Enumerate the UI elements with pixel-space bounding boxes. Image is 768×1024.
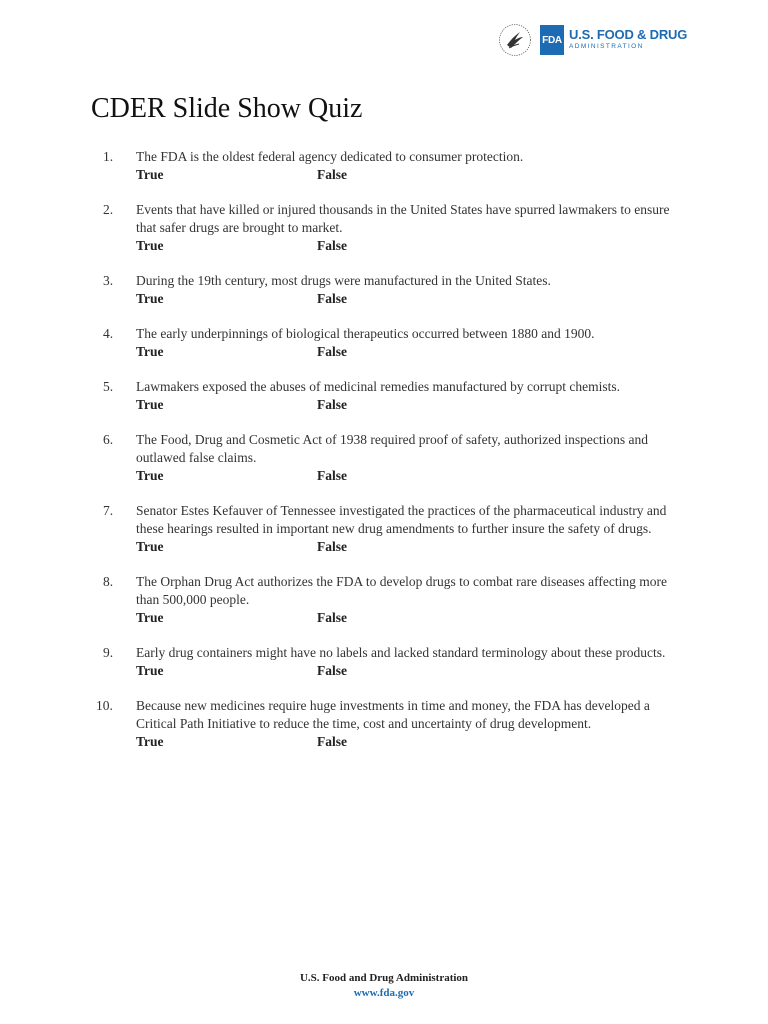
answer-true-option[interactable]: True [136,663,164,678]
question-text: Senator Estes Kefauver of Tennessee investigated the practices of the pharmaceutical industry and these hearings resulted in important new drug amendments to further insure the safety of drugs. [136,503,667,536]
question-text: The FDA is the oldest federal agency dedicated to consumer protection. [136,149,524,164]
hhs-eagle-seal-icon [498,23,532,57]
answer-options [136,166,683,184]
fda-badge: FDA [540,25,564,55]
question-body [136,644,683,680]
answer-true-option[interactable]: True [136,468,164,483]
question-body [136,378,683,414]
fda-wordmark-line2: ADMINISTRATION [569,43,644,50]
answer-false-option[interactable]: False [317,397,347,412]
question-number: 2. [103,202,114,217]
answer-options [136,609,683,627]
answer-options [136,467,683,485]
quiz-question-6 [103,431,683,485]
question-number: 3. [103,273,114,288]
answer-true-option[interactable]: True [136,734,164,749]
question-number: 9. [103,645,114,660]
answer-false-option[interactable]: False [317,167,347,182]
page-title: CDER Slide Show Quiz [91,93,363,124]
question-body [136,272,683,308]
quiz-question-9 [103,644,683,680]
answer-options [136,396,683,414]
answer-false-option[interactable]: False [317,344,347,359]
answer-true-option[interactable]: True [136,291,164,306]
question-text: Events that have killed or injured thousands in the United States have spurred lawmakers to ensure that safer drugs are brought to market. [136,202,670,235]
question-number: 7. [103,503,114,518]
answer-options [136,538,683,556]
question-body [136,502,683,556]
question-number: 6. [103,432,114,447]
quiz-question-10 [96,697,683,751]
question-text: During the 19th century, most drugs were manufactured in the United States. [136,273,551,288]
question-text: The early underpinnings of biological therapeutics occurred between 1880 and 1900. [136,326,595,341]
question-text: Early drug containers might have no labels and lacked standard terminology about these products. [136,645,666,660]
answer-true-option[interactable]: True [136,539,164,554]
answer-false-option[interactable]: False [317,238,347,253]
question-number: 5. [103,379,114,394]
footer-website-link[interactable]: www.fda.gov [353,987,415,999]
answer-true-option[interactable]: True [136,397,164,412]
question-body [136,201,683,255]
question-number: 1. [103,149,114,164]
quiz-question-1 [103,148,683,184]
question-body [136,325,683,361]
fda-header-logo [498,22,688,58]
question-number: 10. [96,698,113,713]
quiz-question-list [96,148,683,768]
answer-true-option[interactable]: True [136,610,164,625]
question-number: 8. [103,574,114,589]
answer-false-option[interactable]: False [317,291,347,306]
answer-false-option[interactable]: False [317,663,347,678]
answer-false-option[interactable]: False [317,468,347,483]
answer-options [136,662,683,680]
question-text: The Orphan Drug Act authorizes the FDA to develop drugs to combat rare diseases affecting more than 500,000 people. [136,574,667,607]
answer-false-option[interactable]: False [317,610,347,625]
fda-wordmark-line1: U.S. FOOD & DRUG [569,27,688,42]
quiz-question-8 [103,573,683,627]
question-body [136,431,683,485]
quiz-question-7 [103,502,683,556]
answer-options [136,290,683,308]
answer-options [136,237,683,255]
question-text: Because new medicines require huge investments in time and money, the FDA has developed a Critical Path Initiative to reduce the time, cost and uncertainty of drug development. [136,698,650,731]
answer-true-option[interactable]: True [136,344,164,359]
fda-wordmark [569,28,687,52]
question-text: The Food, Drug and Cosmetic Act of 1938 required proof of safety, authorized inspections and outlawed false claims. [136,432,648,465]
answer-options [136,343,683,361]
quiz-question-5 [103,378,683,414]
question-body [136,697,683,751]
question-body [136,573,683,627]
page-footer [0,971,768,1001]
question-text: Lawmakers exposed the abuses of medicinal remedies manufactured by corrupt chemists. [136,379,620,394]
answer-false-option[interactable]: False [317,734,347,749]
question-number: 4. [103,326,114,341]
answer-true-option[interactable]: True [136,167,164,182]
answer-true-option[interactable]: True [136,238,164,253]
question-body [136,148,683,184]
answer-options [136,733,683,751]
quiz-question-4 [103,325,683,361]
footer-org-name: U.S. Food and Drug Administration [299,972,469,984]
quiz-question-2 [103,201,683,255]
answer-false-option[interactable]: False [317,539,347,554]
quiz-question-3 [103,272,683,308]
